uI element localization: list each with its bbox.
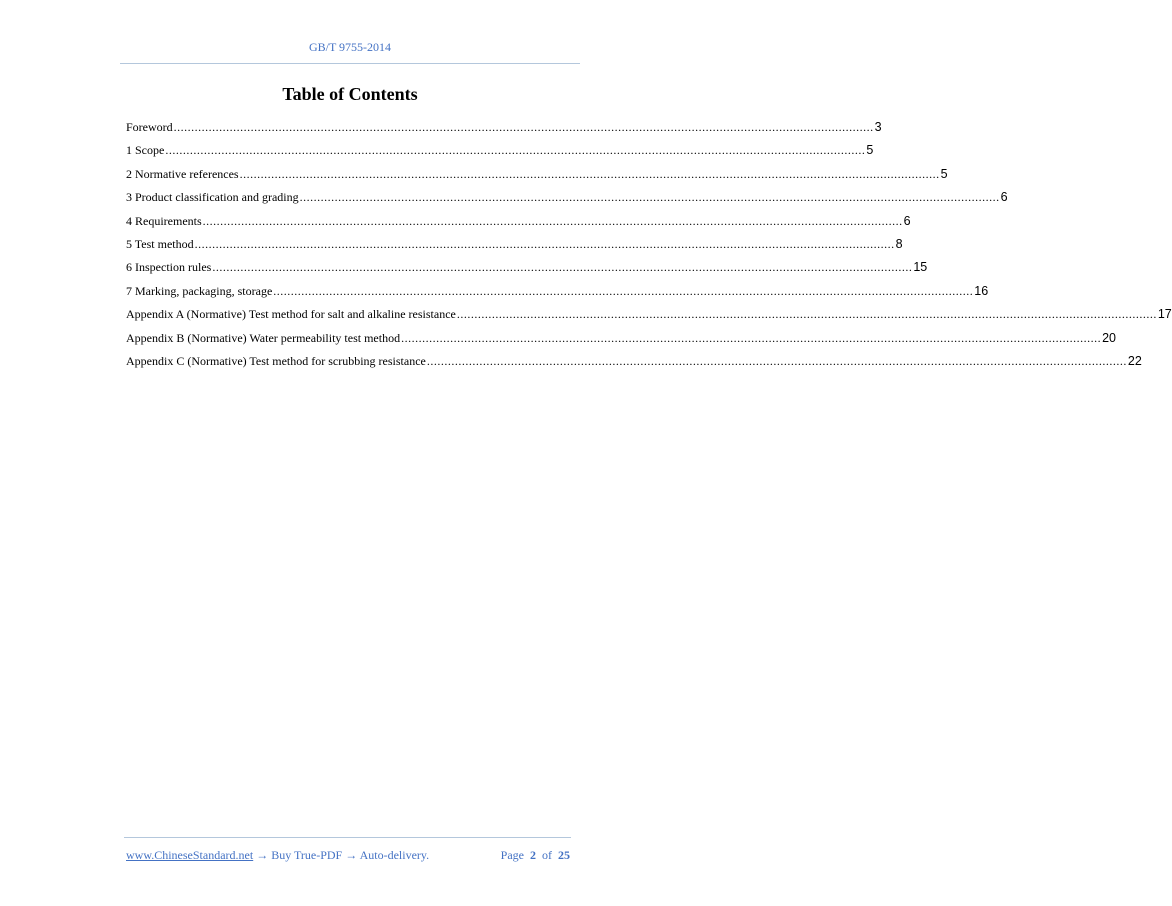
toc-leader-dots: ........................................................................................................................................................................................................ [194, 236, 895, 251]
page-header [0, 40, 700, 55]
toc-entry-page: 8 [895, 236, 903, 251]
toc-leader-dots: ........................................................................................................................................................................................................ [202, 213, 903, 228]
toc-entry-page: 17 [1157, 307, 1172, 322]
toc-leader-dots: ........................................................................................................................................................................................................ [299, 190, 1000, 205]
arrow-right-icon: → [345, 848, 358, 862]
toc-entry-page: 5 [940, 166, 948, 181]
toc-entry-label: Appendix B (Normative) Water permeability test method [126, 330, 401, 345]
toc-entry[interactable] [126, 116, 882, 139]
buy-text: Buy True-PDF [271, 848, 343, 862]
page-total: 25 [558, 848, 570, 862]
toc-leader-dots: ........................................................................................................................................................................................................ [212, 260, 913, 275]
toc-entry-label: 3 Product classification and grading [126, 190, 299, 205]
toc-leader-dots: ........................................................................................................................................................................................................ [173, 120, 874, 134]
toc-entry[interactable] [126, 256, 928, 279]
toc-entry-label: 5 Test method [126, 236, 194, 251]
toc-entry[interactable] [126, 210, 911, 233]
toc-entry-page: 22 [1127, 353, 1142, 368]
toc-leader-dots: ........................................................................................................................................................................................................ [426, 353, 1127, 368]
toc-entry[interactable] [126, 303, 1172, 326]
toc-entry[interactable] [126, 280, 989, 303]
toc-leader-dots: ........................................................................................................................................................................................................ [239, 166, 940, 181]
toc-entry-page: 20 [1102, 330, 1116, 345]
toc-entry-page: 6 [903, 213, 911, 228]
standard-code: GB/T 9755-2014 [308, 40, 392, 54]
toc-entry-label: 6 Inspection rules [126, 260, 212, 275]
toc-entry-label: 7 Marking, packaging, storage [126, 283, 273, 298]
page-title: Table of Contents [282, 84, 418, 104]
delivery-text: Auto-delivery. [359, 848, 430, 862]
header-divider [120, 63, 580, 64]
footer-divider [124, 837, 571, 838]
arrow-right-icon: → [256, 848, 269, 862]
toc-leader-dots: ........................................................................................................................................................................................................ [456, 307, 1157, 322]
toc-entry[interactable] [126, 233, 903, 256]
toc-entry-page: 6 [1000, 190, 1008, 205]
toc-leader-dots: ........................................................................................................................................................................................................ [165, 143, 866, 158]
toc-entry-label: 1 Scope [126, 143, 165, 158]
toc-entry-page: 3 [874, 120, 882, 134]
toc-entry[interactable] [126, 163, 948, 186]
page-of: of [542, 848, 552, 862]
toc-leader-dots: ........................................................................................................................................................................................................ [401, 330, 1102, 345]
toc-entry-label: 2 Normative references [126, 166, 239, 181]
toc-entry-label: Appendix A (Normative) Test method for salt and alkaline resistance [126, 307, 456, 322]
toc-entry-label: Foreword [126, 120, 173, 134]
toc-entry-page: 5 [866, 143, 874, 158]
table-of-contents [126, 116, 1172, 373]
toc-leader-dots: ........................................................................................................................................................................................................ [273, 283, 974, 298]
toc-entry-label: 4 Requirements [126, 213, 202, 228]
toc-entry-label: Appendix C (Normative) Test method for scrubbing resistance [126, 353, 426, 368]
toc-entry[interactable] [126, 327, 1116, 350]
page-word: Page [500, 848, 524, 862]
toc-entry[interactable] [126, 186, 1008, 209]
page-current: 2 [530, 848, 536, 862]
toc-entry-page: 16 [974, 283, 989, 298]
toc-entry[interactable] [126, 139, 874, 162]
page-number [501, 848, 570, 863]
toc-entry[interactable] [126, 350, 1142, 373]
footer-promo [126, 848, 429, 863]
site-link[interactable]: www.ChineseStandard.net [126, 848, 254, 862]
toc-entry-page: 15 [913, 260, 928, 275]
